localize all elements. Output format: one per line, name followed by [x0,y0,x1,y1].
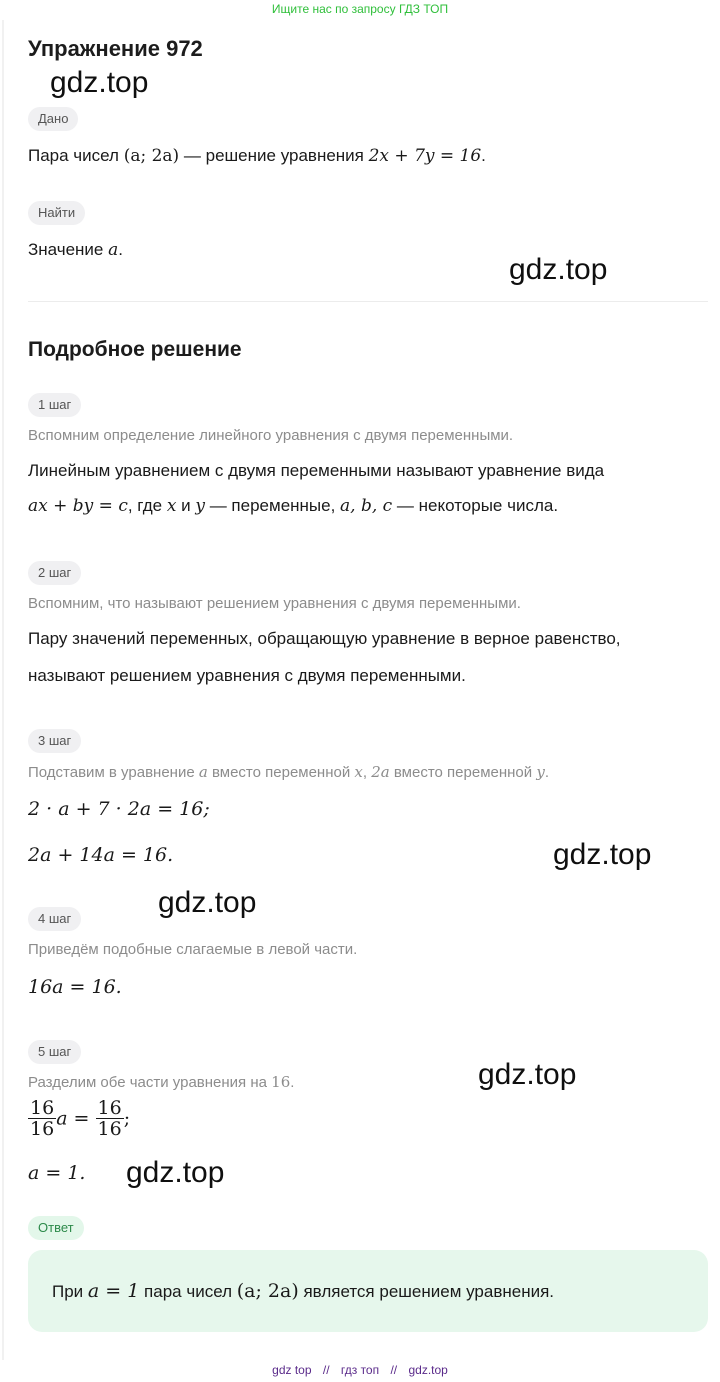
step-4-hint: Приведём подобные слагаемые в левой части. [28,941,358,958]
step-1-line1: Линейным уравнением с двумя переменными называют уравнение вида [28,461,605,480]
step-5-eq2: a = 1. [28,1162,86,1184]
find-text: Значение a. [28,240,123,260]
top-banner[interactable]: Ищите нас по запросу ГДЗ ТОП [271,2,449,16]
left-border [2,20,4,1360]
fraction-left: $\frac{16}{16}$ [30,1097,55,1140]
watermark: gdz.top [478,1058,577,1091]
step-5-fraction-eq: $\frac{16}{16}$ a = $\frac{16}{16}$ ; [30,1097,131,1140]
watermark: gdz.top [158,886,257,919]
solution-heading: Подробное решение [28,338,242,361]
watermark: gdz.top [50,66,149,99]
given-text: Пара чисел (a; 2a) — решение уравнения 2x + 7y = 16. [28,146,486,166]
footer-separator: // [390,1363,398,1377]
step-4-badge: 4 шаг [28,907,81,931]
step-2-badge: 2 шаг [28,561,81,585]
answer-box [28,1250,708,1332]
step-5-hint: Разделим обе части уравнения на 16. [28,1073,295,1091]
fraction-right: $\frac{16}{16}$ [97,1097,122,1140]
watermark: gdz.top [553,838,652,871]
footer-link[interactable]: гдз топ [340,1363,380,1377]
footer-separator: // [322,1363,330,1377]
footer-links [0,1363,720,1377]
step-2-hint: Вспомним, что называют решением уравнения с двумя переменными. [28,595,521,612]
step-5-badge: 5 шаг [28,1040,81,1064]
find-badge: Найти [28,201,85,225]
step-3-eq1: 2 · a + 7 · 2a = 16; [28,798,210,820]
step-3-eq2: 2a + 14a = 16. [28,844,174,866]
step-1-badge: 1 шаг [28,393,81,417]
answer-badge: Ответ [28,1216,84,1240]
footer-link[interactable]: gdz top [272,1363,312,1377]
step-2-line1: Пару значений переменных, обращающую уравнение в верное равенство, [28,629,621,648]
step-4-eq1: 16a = 16. [28,976,122,998]
given-badge: Дано [28,107,78,131]
given-pair: (a; 2a) [123,146,180,166]
divider [28,301,708,302]
step-3-hint: Подставим в уравнение a вместо переменной x, 2a вместо переменной y. [28,763,549,781]
step-1-hint: Вспомним определение линейного уравнения с двумя переменными. [28,427,514,444]
footer-link[interactable]: gdz.top [408,1363,448,1377]
step-3-badge: 3 шаг [28,729,81,753]
answer-text: При a = 1 пара чисел (a; 2a) является решением уравнения. [52,1280,555,1302]
page-title: Упражнение 972 [28,36,203,61]
given-equation: 2x + 7y = 16 [368,146,482,166]
step-1-line2: ax + by = c, где x и y — переменные, a, b, c — некоторые числа. [28,496,559,516]
watermark: gdz.top [509,253,608,286]
step-2-line2: называют решением уравнения с двумя переменными. [28,666,466,685]
watermark: gdz.top [126,1156,225,1189]
